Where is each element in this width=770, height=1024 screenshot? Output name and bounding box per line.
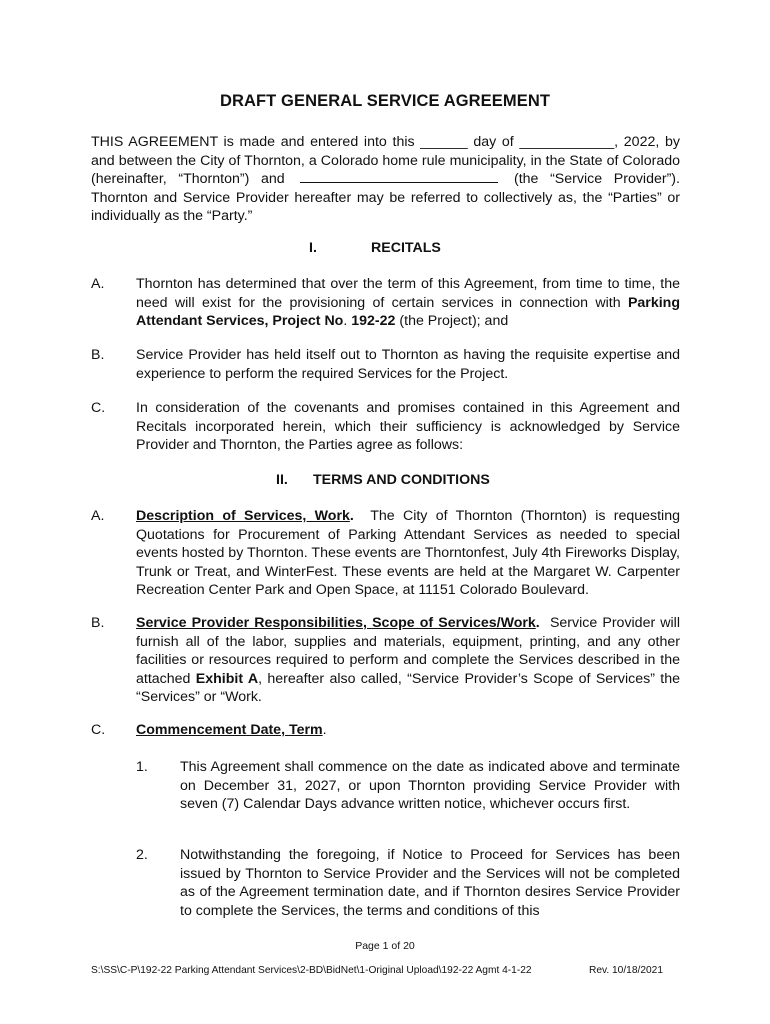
terms-b-text: Service Provider Responsibilities, Scope of Services/Work. Service Provider will furnish all of the labor, supplies and materials, equipment, printing, and any other facilities or resources required to perform and complete the Services described in the attached Exhibit A, hereafter also called, “Service Provider’s Scope of Services” the “Services” or “Work. [136, 615, 680, 706]
terms-b-body-part1: Service Provider will furnish all of the labor, supplies and materials, equipment, printing, and any other facilities or resources required to perform and complete the Services described in the attached [136, 615, 680, 687]
recital-b-label: B. [91, 347, 105, 363]
terms-b-body-part2: , hereafter also called, “Service Provider’s Scope of Services” the “Services” or “Work. [136, 670, 680, 706]
terms-a-heading: Description of Services, Work [136, 508, 350, 524]
section-2-title: TERMS AND CONDITIONS [313, 472, 490, 488]
terms-item-c [91, 721, 680, 741]
subitem-1-label: 1. [136, 759, 148, 775]
terms-a-text: Description of Services, Work. The City of Thornton (Thornton) is requesting Quotations for Procurement of Parking Attendant Services as needed to special events hosted by Thornton. These events are Thorntonfest, July 4th Fireworks Display, Trunk or Treat, and WinterFest. These events are held at the Margaret W. Carpenter Recreation Center Park and Open Space, at 11151 Colorado Boulevard. [136, 508, 680, 599]
recital-item-a [91, 275, 680, 335]
footer-revision: Rev. 10/18/2021 [589, 965, 664, 976]
intro-text-part2: (the “Service Provider”). Thornton and Service Provider hereafter may be referred to collectively as, the “Parties” or individually as the “Party.” [91, 171, 680, 225]
terms-item-b [91, 614, 680, 709]
intro-paragraph [91, 133, 680, 226]
section-1-title: RECITALS [371, 240, 441, 256]
terms-c-heading: Commencement Date, Term [136, 722, 323, 738]
terms-item-a [91, 507, 680, 602]
recital-a-text [136, 275, 680, 331]
subitem-1-text: This Agreement shall commence on the date as indicated above and terminate on December 31, 2027, or upon Thornton providing Service Provider with seven (7) Calendar Days advance written notice, whichever occurs first. [180, 759, 680, 813]
recital-item-c [91, 399, 680, 459]
recital-b-text: Service Provider has held itself out to Thornton as having the requisite expertise and experience to perform the required Services for the Project. [136, 347, 680, 382]
service-provider-blank [300, 170, 498, 183]
terms-c-label: C. [91, 722, 106, 738]
recital-c-text: In consideration of the covenants and promises contained in this Agreement and Recitals incorporated herein, which their sufficiency is acknowledged by Service Provider and Thornton, the Parties agree as follows: [136, 400, 680, 454]
section-1-heading [309, 240, 509, 260]
terms-a-label: A. [91, 508, 105, 524]
page-number: Page 1 of 20 [355, 940, 415, 952]
terms-b-heading: Service Provider Responsibilities, Scope of Services/Work [136, 615, 536, 631]
footer-file-path: S:\SS\C-P\192-22 Parking Attendant Services\2-BD\BidNet\1-Original Upload\192-22 Agmt 4-1-22 [91, 965, 532, 976]
recital-a-text-part2: (the Project); and [399, 313, 509, 330]
subitem-2-label: 2. [136, 847, 148, 863]
recital-c-label: C. [91, 400, 106, 416]
section-2-heading [276, 472, 536, 492]
document-title: DRAFT GENERAL SERVICE AGREEMENT [219, 92, 551, 110]
terms-c-subitem-2 [136, 846, 680, 921]
recital-a-period: . [343, 313, 348, 330]
recital-a-text-part1: Thornton has determined that over the term of this Agreement, from time to time, the need will exist for the provisioning of certain services in connection with [136, 276, 680, 311]
terms-a-body: The City of Thornton (Thornton) is requesting Quotations for Procurement of Parking Attendant Services as needed to special events hosted by Thornton. These events are Thorntonfest, July 4th Fireworks Display, Trunk or Treat, and WinterFest. These events are held at the Margaret W. Carpenter Recreation Center Park and Open Space, at 11151 Colorado Boulevard. [136, 508, 680, 599]
terms-c-subitem-1 [136, 758, 680, 833]
subitem-2-text: Notwithstanding the foregoing, if Notice to Proceed for Services has been issued by Thornton to Service Provider and the Services will not be completed as of the Agreement termination date, and if Thornton desires Service Provider to complete the Services, the terms and conditions of this [180, 847, 680, 919]
intro-text-part1: THIS AGREEMENT is made and entered into this ______ day of ____________, 2022, by and between the City of Thornton, a Colorado home rule municipality, in the State of Colorado (hereinafter, “Thornton”) and [91, 134, 680, 188]
terms-b-exhibit: Exhibit A [195, 670, 259, 687]
recital-item-b [91, 346, 680, 386]
terms-c-text: Commencement Date, Term. [136, 722, 327, 738]
recital-a-project-name: Parking Attendant Services, Project No [136, 294, 680, 330]
recital-a-label: A. [91, 276, 105, 292]
section-1-number: I. [309, 240, 317, 256]
section-2-number: II. [276, 472, 288, 488]
terms-b-label: B. [91, 615, 105, 631]
recital-a-project-number: 192-22 [351, 313, 396, 330]
